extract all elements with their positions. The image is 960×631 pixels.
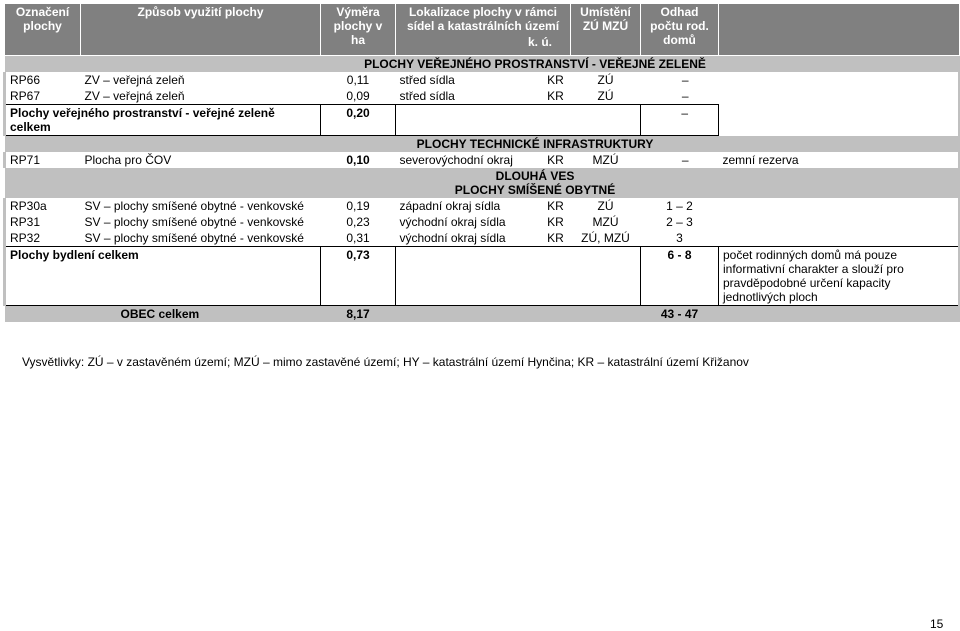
table-header-row xyxy=(5,4,960,56)
obec-empty xyxy=(396,306,641,323)
cell-note: zemní rezerva xyxy=(719,152,960,168)
total-odhad: 6 - 8 xyxy=(641,247,719,306)
cell-area: 0,31 xyxy=(346,231,370,245)
cell-loc: střed sídla xyxy=(399,73,455,87)
total-row-obec xyxy=(5,306,960,323)
total-odhad: – xyxy=(641,105,719,136)
total-area: 0,20 xyxy=(321,105,396,136)
cell-note xyxy=(719,230,960,247)
cell-area: 0,10 xyxy=(346,153,370,167)
section-row xyxy=(5,168,960,198)
header-ku: k. ú. xyxy=(527,35,552,49)
cell-area: 0,09 xyxy=(346,89,370,103)
table-row xyxy=(5,72,960,88)
header-zpusob: Způsob využití plochy xyxy=(81,4,321,56)
table-row xyxy=(5,214,960,230)
cell-id: RP66 xyxy=(5,72,81,88)
obec-note xyxy=(719,306,960,323)
header-umisteni: Umístění ZÚ MZÚ xyxy=(571,4,641,56)
table-row xyxy=(5,88,960,105)
cell-note xyxy=(719,198,960,214)
cell-umisteni: ZÚ xyxy=(597,199,614,213)
total-empty xyxy=(396,105,641,136)
cell-id: RP71 xyxy=(5,152,81,168)
table-row xyxy=(5,152,960,168)
legend: Vysvětlivky: ZÚ – v zastavěném území; MZÚ – mimo zastavěné území; HY – katastrální území Hynčina; KR – katastrální území Křižanov xyxy=(22,355,749,369)
cell-ku: KR xyxy=(547,89,564,103)
cell-odhad: – xyxy=(681,73,689,87)
header-vymera: Výměra plochy v ha xyxy=(321,4,396,56)
cell-umisteni: ZÚ xyxy=(597,73,614,87)
cell-odhad: – xyxy=(681,89,689,103)
cell-note xyxy=(719,214,960,230)
cell-umisteni: ZÚ, MZÚ xyxy=(581,231,630,245)
cell-loc: východní okraj sídla xyxy=(399,215,506,229)
cell-odhad: – xyxy=(681,153,689,167)
cell-use: Plocha pro ČOV xyxy=(84,153,172,167)
cell-umisteni: ZÚ xyxy=(597,89,614,103)
cell-use: ZV – veřejná zeleň xyxy=(84,89,185,103)
obec-odhad: 43 - 47 xyxy=(641,306,719,323)
header-empty xyxy=(719,4,960,56)
total-label: Plochy veřejného prostranství - veřejné zeleně celkem xyxy=(5,105,321,136)
obec-pad xyxy=(5,306,81,323)
cell-odhad: 2 – 3 xyxy=(666,215,693,229)
total-empty xyxy=(396,247,641,306)
cell-id: RP31 xyxy=(5,214,81,230)
cell-area: 0,19 xyxy=(346,199,370,213)
header-lokalizace-title: Lokalizace plochy v rámci sídel a katastrálních území xyxy=(406,5,560,33)
cell-loc: západní okraj sídla xyxy=(399,199,501,213)
cell-ku: KR xyxy=(547,199,564,213)
section-row xyxy=(5,56,960,73)
header-odhad: Odhad počtu rod. domů xyxy=(641,4,719,56)
cell-odhad: 1 – 2 xyxy=(666,199,693,213)
total-row-bydleni xyxy=(5,247,960,306)
header-lokalizace xyxy=(396,4,571,56)
cell-area: 0,23 xyxy=(346,215,370,229)
cell-umisteni: MZÚ xyxy=(592,153,619,167)
cell-id: RP32 xyxy=(5,230,81,247)
total-note xyxy=(719,105,960,136)
table-row xyxy=(5,198,960,214)
total-row-zelen xyxy=(5,105,960,136)
land-use-table xyxy=(3,3,960,322)
cell-loc: severovýchodní okraj xyxy=(399,153,513,167)
obec-area: 8,17 xyxy=(321,306,396,323)
cell-ku: KR xyxy=(547,231,564,245)
cell-id: RP30a xyxy=(5,198,81,214)
section-row xyxy=(5,136,960,153)
table-row xyxy=(5,230,960,247)
cell-ku: KR xyxy=(547,215,564,229)
section-village xyxy=(5,168,960,198)
cell-ku: KR xyxy=(547,73,564,87)
cell-ku: KR xyxy=(547,153,564,167)
cell-use: SV – plochy smíšené obytné - venkovské xyxy=(84,199,304,213)
total-label: Plochy bydlení celkem xyxy=(5,247,321,306)
cell-use: ZV – veřejná zeleň xyxy=(84,73,185,87)
cell-use: SV – plochy smíšené obytné - venkovské xyxy=(84,215,304,229)
cell-loc: východní okraj sídla xyxy=(399,231,506,245)
cell-odhad: 3 xyxy=(676,231,683,245)
cell-area: 0,11 xyxy=(346,73,370,87)
section-title-so: PLOCHY SMÍŠENÉ OBYTNÉ xyxy=(454,183,616,197)
section-title-village: DLOUHÁ VES xyxy=(495,169,575,183)
obec-label: OBEC celkem xyxy=(81,306,321,323)
page-number: 15 xyxy=(930,617,944,631)
total-area: 0,73 xyxy=(321,247,396,306)
cell-use: SV – plochy smíšené obytné - venkovské xyxy=(84,231,304,245)
total-note: počet rodinných domů má pouze informativní charakter a slouží pro pravděpodobné určení kapacity jednotlivých ploch xyxy=(719,247,960,306)
cell-note xyxy=(719,72,960,88)
header-oznaceni: Označení plochy xyxy=(5,4,81,56)
section-title-zelen: PLOCHY VEŘEJNÉHO PROSTRANSTVÍ - VEŘEJNÉ ZELENĚ xyxy=(5,56,960,73)
cell-umisteni: MZÚ xyxy=(592,215,619,229)
section-title-ti: PLOCHY TECHNICKÉ INFRASTRUKTURY xyxy=(5,136,960,153)
cell-note xyxy=(719,88,960,105)
cell-id: RP67 xyxy=(5,88,81,105)
cell-loc: střed sídla xyxy=(399,89,455,103)
